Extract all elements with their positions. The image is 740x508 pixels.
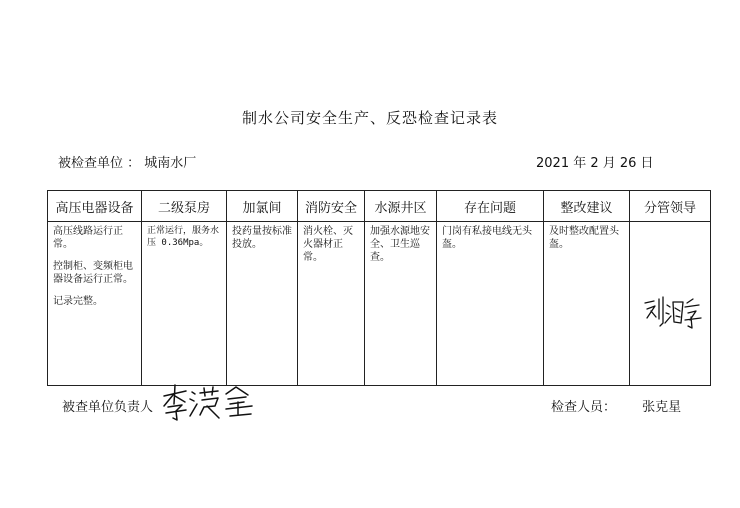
cell-issues — [437, 222, 544, 386]
suggestions-text: 及时整改配置头盔。 — [549, 226, 619, 250]
inspected-unit-value: 城南水厂 — [144, 156, 197, 171]
table-header-row — [48, 191, 711, 222]
responsible-label: 被查单位负责人 — [62, 400, 154, 415]
document-title: 制水公司安全生产、反恐检查记录表 — [241, 109, 498, 127]
chlorine-room-text: 投药量按标准投放。 — [232, 226, 292, 250]
hv-line-status: 高压线路运行正常。 — [53, 226, 123, 250]
inspector-name: 张克星 — [642, 400, 682, 415]
inspector-label: 检查人员： — [551, 400, 617, 415]
table-row — [48, 222, 711, 386]
cell-suggestions — [544, 222, 630, 386]
fire-safety-text: 消火栓、灭火器材正常。 — [303, 226, 353, 263]
well-area-text: 加强水源地安全、卫生巡查。 — [370, 226, 430, 263]
responsible-signature — [160, 382, 260, 422]
issues-text: 门岗有私接电线无头盔。 — [442, 226, 532, 250]
pump-room-text: 正常运行，服务水压 0.36Mpa。 — [147, 226, 220, 248]
cell-well-area — [365, 222, 437, 386]
hv-cabinet-status: 控制柜、变频柜电器设备运行正常。 — [53, 261, 133, 285]
hv-record-status: 记录完整。 — [53, 296, 103, 307]
header-chlorine-room: 加氯间 — [227, 191, 298, 222]
inspected-unit-label: 被检查单位 ： — [58, 156, 141, 171]
cell-fire-safety — [298, 222, 365, 386]
inspection-date: 2021 年 2 月 26 日 — [536, 156, 654, 171]
cell-chlorine-room — [227, 222, 298, 386]
header-suggestions: 整改建议 — [544, 191, 630, 222]
inspected-unit — [58, 152, 196, 171]
inspector — [551, 396, 681, 415]
header-issues: 存在问题 — [437, 191, 544, 222]
header-pump-room: 二级泵房 — [142, 191, 227, 222]
header-fire-safety: 消防安全 — [298, 191, 365, 222]
cell-hv-equipment — [48, 222, 142, 386]
header-well-area: 水源井区 — [365, 191, 437, 222]
cell-pump-room — [142, 222, 227, 386]
header-hv-equipment: 高压电器设备 — [48, 191, 142, 222]
header-leader: 分管领导 — [630, 191, 711, 222]
inspection-table — [47, 190, 711, 386]
leader-signature — [641, 293, 703, 331]
